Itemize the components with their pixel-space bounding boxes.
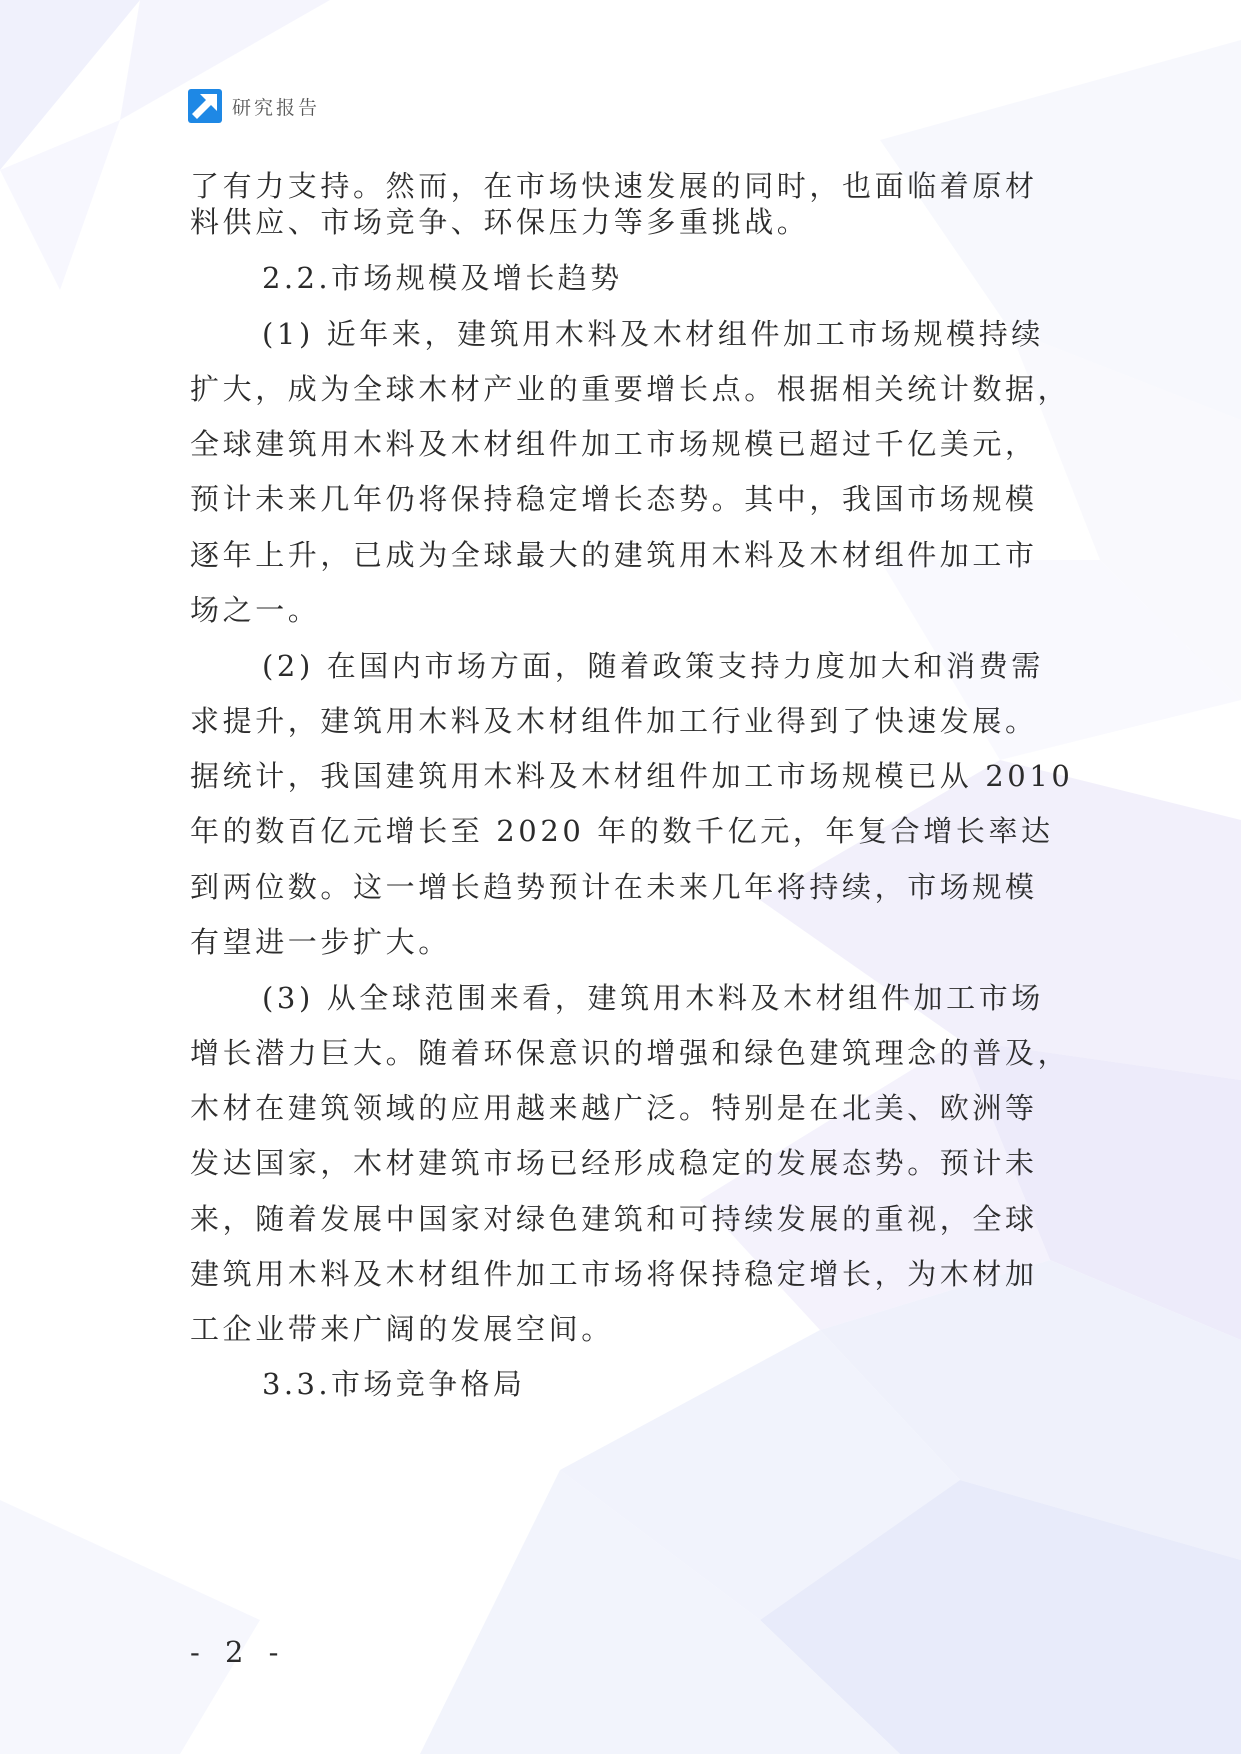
paragraph-line: 发达国家，木材建筑市场已经形成稳定的发展态势。预计未 — [190, 1146, 1038, 1180]
report-type-label: 研究报告 — [232, 96, 321, 119]
paragraph-line: 到两位数。这一增长趋势预计在未来几年将持续，市场规模 — [190, 870, 1038, 904]
paragraph-line: (2) 在国内市场方面，随着政策支持力度加大和消费需 — [262, 649, 1044, 683]
paragraph-line: 有望进一步扩大。 — [190, 925, 451, 959]
page-number: - 2 - — [190, 1635, 287, 1669]
paragraph-line: 预计未来几年仍将保持稳定增长态势。其中，我国市场规模 — [190, 482, 1038, 516]
paragraph-line: 场之一。 — [190, 593, 321, 627]
page-header — [188, 88, 320, 124]
paragraph-line: 全球建筑用木料及木材组件加工市场规模已超过千亿美元， — [190, 427, 1038, 461]
paragraph-line: 工企业带来广阔的发展空间。 — [190, 1312, 614, 1346]
paragraph-line: 逐年上升，已成为全球最大的建筑用木料及木材组件加工市 — [190, 538, 1038, 572]
paragraph-line: 扩大，成为全球木材产业的重要增长点。根据相关统计数据， — [190, 372, 1071, 406]
paragraph-line: 增长潜力巨大。随着环保意识的增强和绿色建筑理念的普及， — [190, 1036, 1071, 1070]
paragraph-line: 来，随着发展中国家对绿色建筑和可持续发展的重视，全球 — [190, 1202, 1038, 1236]
paragraph-line: 据统计，我国建筑用木料及木材组件加工市场规模已从 2010 — [190, 759, 1074, 793]
paragraph-line: (1) 近年来，建筑用木料及木材组件加工市场规模持续 — [262, 317, 1044, 351]
arrow-up-right-icon — [188, 89, 222, 123]
paragraph-line: 了有力支持。然而，在市场快速发展的同时，也面临着原材 — [190, 169, 1038, 203]
paragraph-line: 料供应、市场竞争、环保压力等多重挑战。 — [190, 205, 810, 239]
paragraph-line: 年的数百亿元增长至 2020 年的数千亿元，年复合增长率达 — [190, 814, 1054, 848]
section-heading: 2.2.市场规模及增长趋势 — [262, 261, 623, 295]
paragraph-line: 建筑用木料及木材组件加工市场将保持稳定增长，为木材加 — [190, 1257, 1038, 1291]
section-heading: 3.3.市场竞争格局 — [262, 1367, 526, 1401]
paragraph-line: 求提升，建筑用木料及木材组件加工行业得到了快速发展。 — [190, 704, 1038, 738]
paragraph-line: 木材在建筑领域的应用越来越广泛。特别是在北美、欧洲等 — [190, 1091, 1038, 1125]
paragraph-line: (3) 从全球范围来看，建筑用木料及木材组件加工市场 — [262, 981, 1044, 1015]
